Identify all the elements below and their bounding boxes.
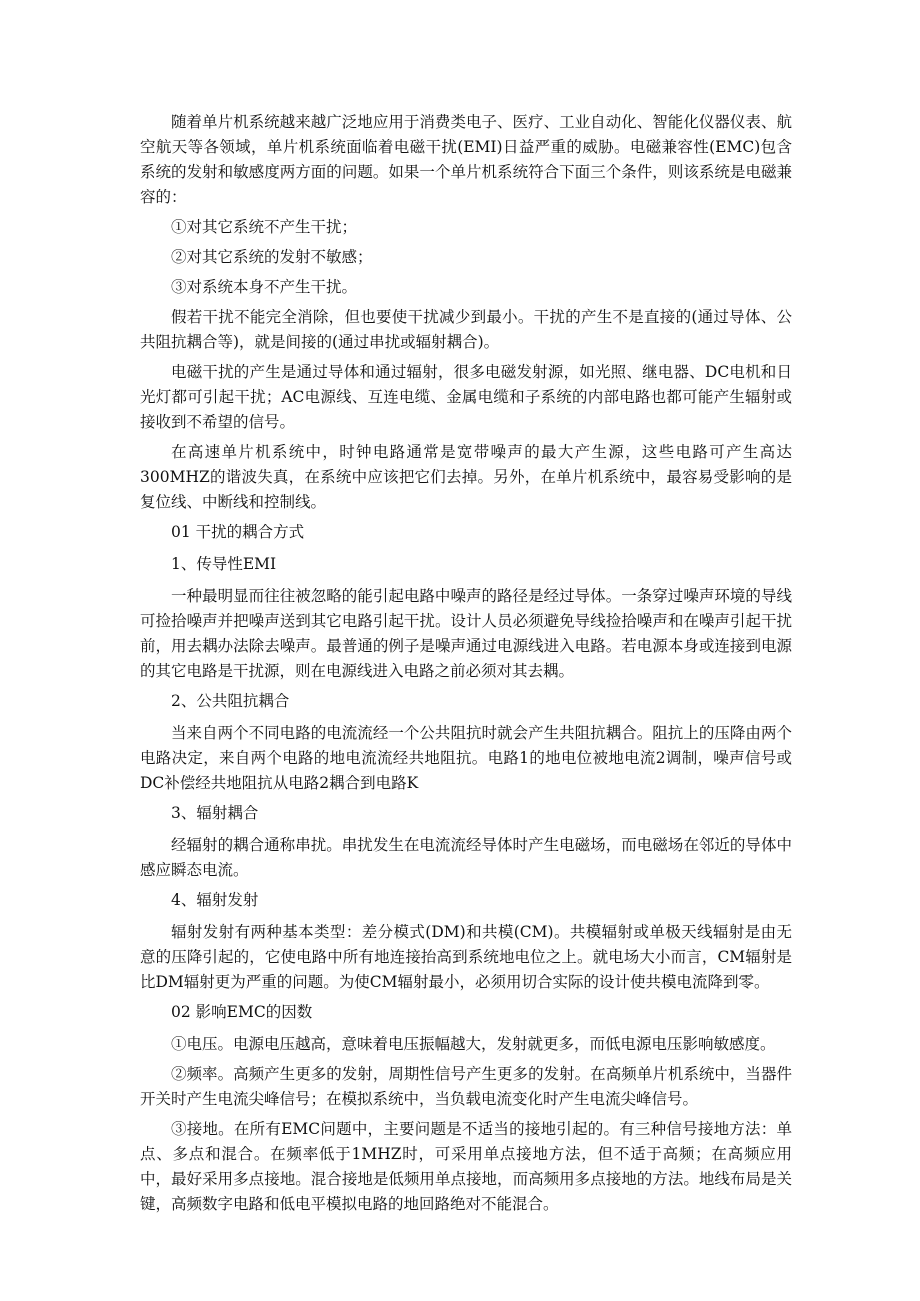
paragraph-interference-sources: 电磁干扰的产生是通过导体和通过辐射，很多电磁发射源，如光照、继电器、DC电机和日光灯都可引起干扰；AC电源线、互连电缆、金属电缆和子系统的内部电路也都可能产生辐射或接收到不希望的信号。 bbox=[140, 363, 792, 431]
paragraph-factor-grounding: ③接地。在所有EMC问题中，主要问题是不适当的接地引起的。有三种信号接地方法：单点、多点和混合。在频率低于1MHZ时，可采用单点接地方法，但不适于高频；在高频应用中，最好采用多点接地。混合接地是低频用单点接地，而高频用多点接地的方法。地线布局是关键，高频数字电路和低电平模拟电路的地回路绝对不能混合。 bbox=[140, 1120, 792, 1213]
paragraph-common-impedance: 当来自两个不同电路的电流流经一个公共阻抗时就会产生共阻抗耦合。阻抗上的压降由两个电路决定，来自两个电路的地电流流经共地阻抗。电路1的地电位被地电流2调制，噪声信号或DC补偿经共地阻抗从电路2耦合到电路K bbox=[140, 724, 792, 792]
subheading-common-impedance: 2、公共阻抗耦合 bbox=[171, 692, 290, 710]
paragraph-radiated-coupling: 经辐射的耦合通称串扰。串扰发生在电流流经导体时产生电磁场，而电磁场在邻近的导体中感应瞬态电流。 bbox=[140, 836, 792, 879]
paragraph-factor-voltage: ①电压。电源电压越高，意味着电压振幅越大，发射就更多，而低电源电压影响敏感度。 bbox=[171, 1035, 776, 1053]
list-item-condition-2: ②对其它系统的发射不敏感； bbox=[171, 248, 373, 266]
subheading-radiated-coupling: 3、辐射耦合 bbox=[171, 804, 259, 822]
section-heading-emc-factors: 02 影响EMC的因数 bbox=[171, 1003, 313, 1021]
paragraph-radiated-emission: 辐射发射有两种基本类型：差分模式(DM)和共模(CM)。共模辐射或单极天线辐射是由无意的压降引起的，它使电路中所有地连接抬高到系统地电位之上。就电场大小而言，CM辐射是比DM辐射更为严重的问题。为使CM辐射最小，必须用切合实际的设计使共模电流降到零。 bbox=[140, 923, 792, 991]
list-item-condition-3: ③对系统本身不产生干扰。 bbox=[171, 278, 358, 296]
subheading-radiated-emission: 4、辐射发射 bbox=[171, 891, 259, 909]
list-item-condition-1: ①对其它系统不产生干扰； bbox=[171, 218, 358, 236]
paragraph-conducted-emi: 一种最明显而往往被忽略的能引起电路中噪声的路径是经过导体。一条穿过噪声环境的导线可捡拾噪声并把噪声送到其它电路引起干扰。设计人员必须避免导线捡拾噪声和在噪声引起干扰前，用去耦办法除去噪声。最普通的例子是噪声通过电源线进入电路。若电源本身或连接到电源的其它电路是干扰源，则在电源线进入电路之前必须对其去耦。 bbox=[140, 587, 792, 680]
paragraph-clock-circuits: 在高速单片机系统中，时钟电路通常是宽带噪声的最大产生源，这些电路可产生高达300MHZ的谐波失真，在系统中应该把它们去掉。另外，在单片机系统中，最容易受影响的是复位线、中断线和控制线。 bbox=[140, 443, 792, 511]
paragraph-interference-reduction: 假若干扰不能完全消除，但也要使干扰减少到最小。干扰的产生不是直接的(通过导体、公共阻抗耦合等)，就是间接的(通过串扰或辐射耦合)。 bbox=[140, 308, 792, 351]
section-heading-coupling: 01 干扰的耦合方式 bbox=[171, 523, 305, 541]
paragraph-factor-frequency: ②频率。高频产生更多的发射，周期性信号产生更多的发射。在高频单片机系统中，当器件开关时产生电流尖峰信号；在模拟系统中，当负载电流变化时产生电流尖峰信号。 bbox=[140, 1065, 792, 1108]
subheading-conducted-emi: 1、传导性EMI bbox=[171, 555, 277, 573]
paragraph-intro: 随着单片机系统越来越广泛地应用于消费类电子、医疗、工业自动化、智能化仪器仪表、航空航天等各领域，单片机系统面临着电磁干扰(EMI)日益严重的威胁。电磁兼容性(EMC)包含系统的发射和敏感度两方面的问题。如果一个单片机系统符合下面三个条件，则该系统是电磁兼容的： bbox=[140, 113, 792, 206]
document-body bbox=[140, 110, 792, 1222]
